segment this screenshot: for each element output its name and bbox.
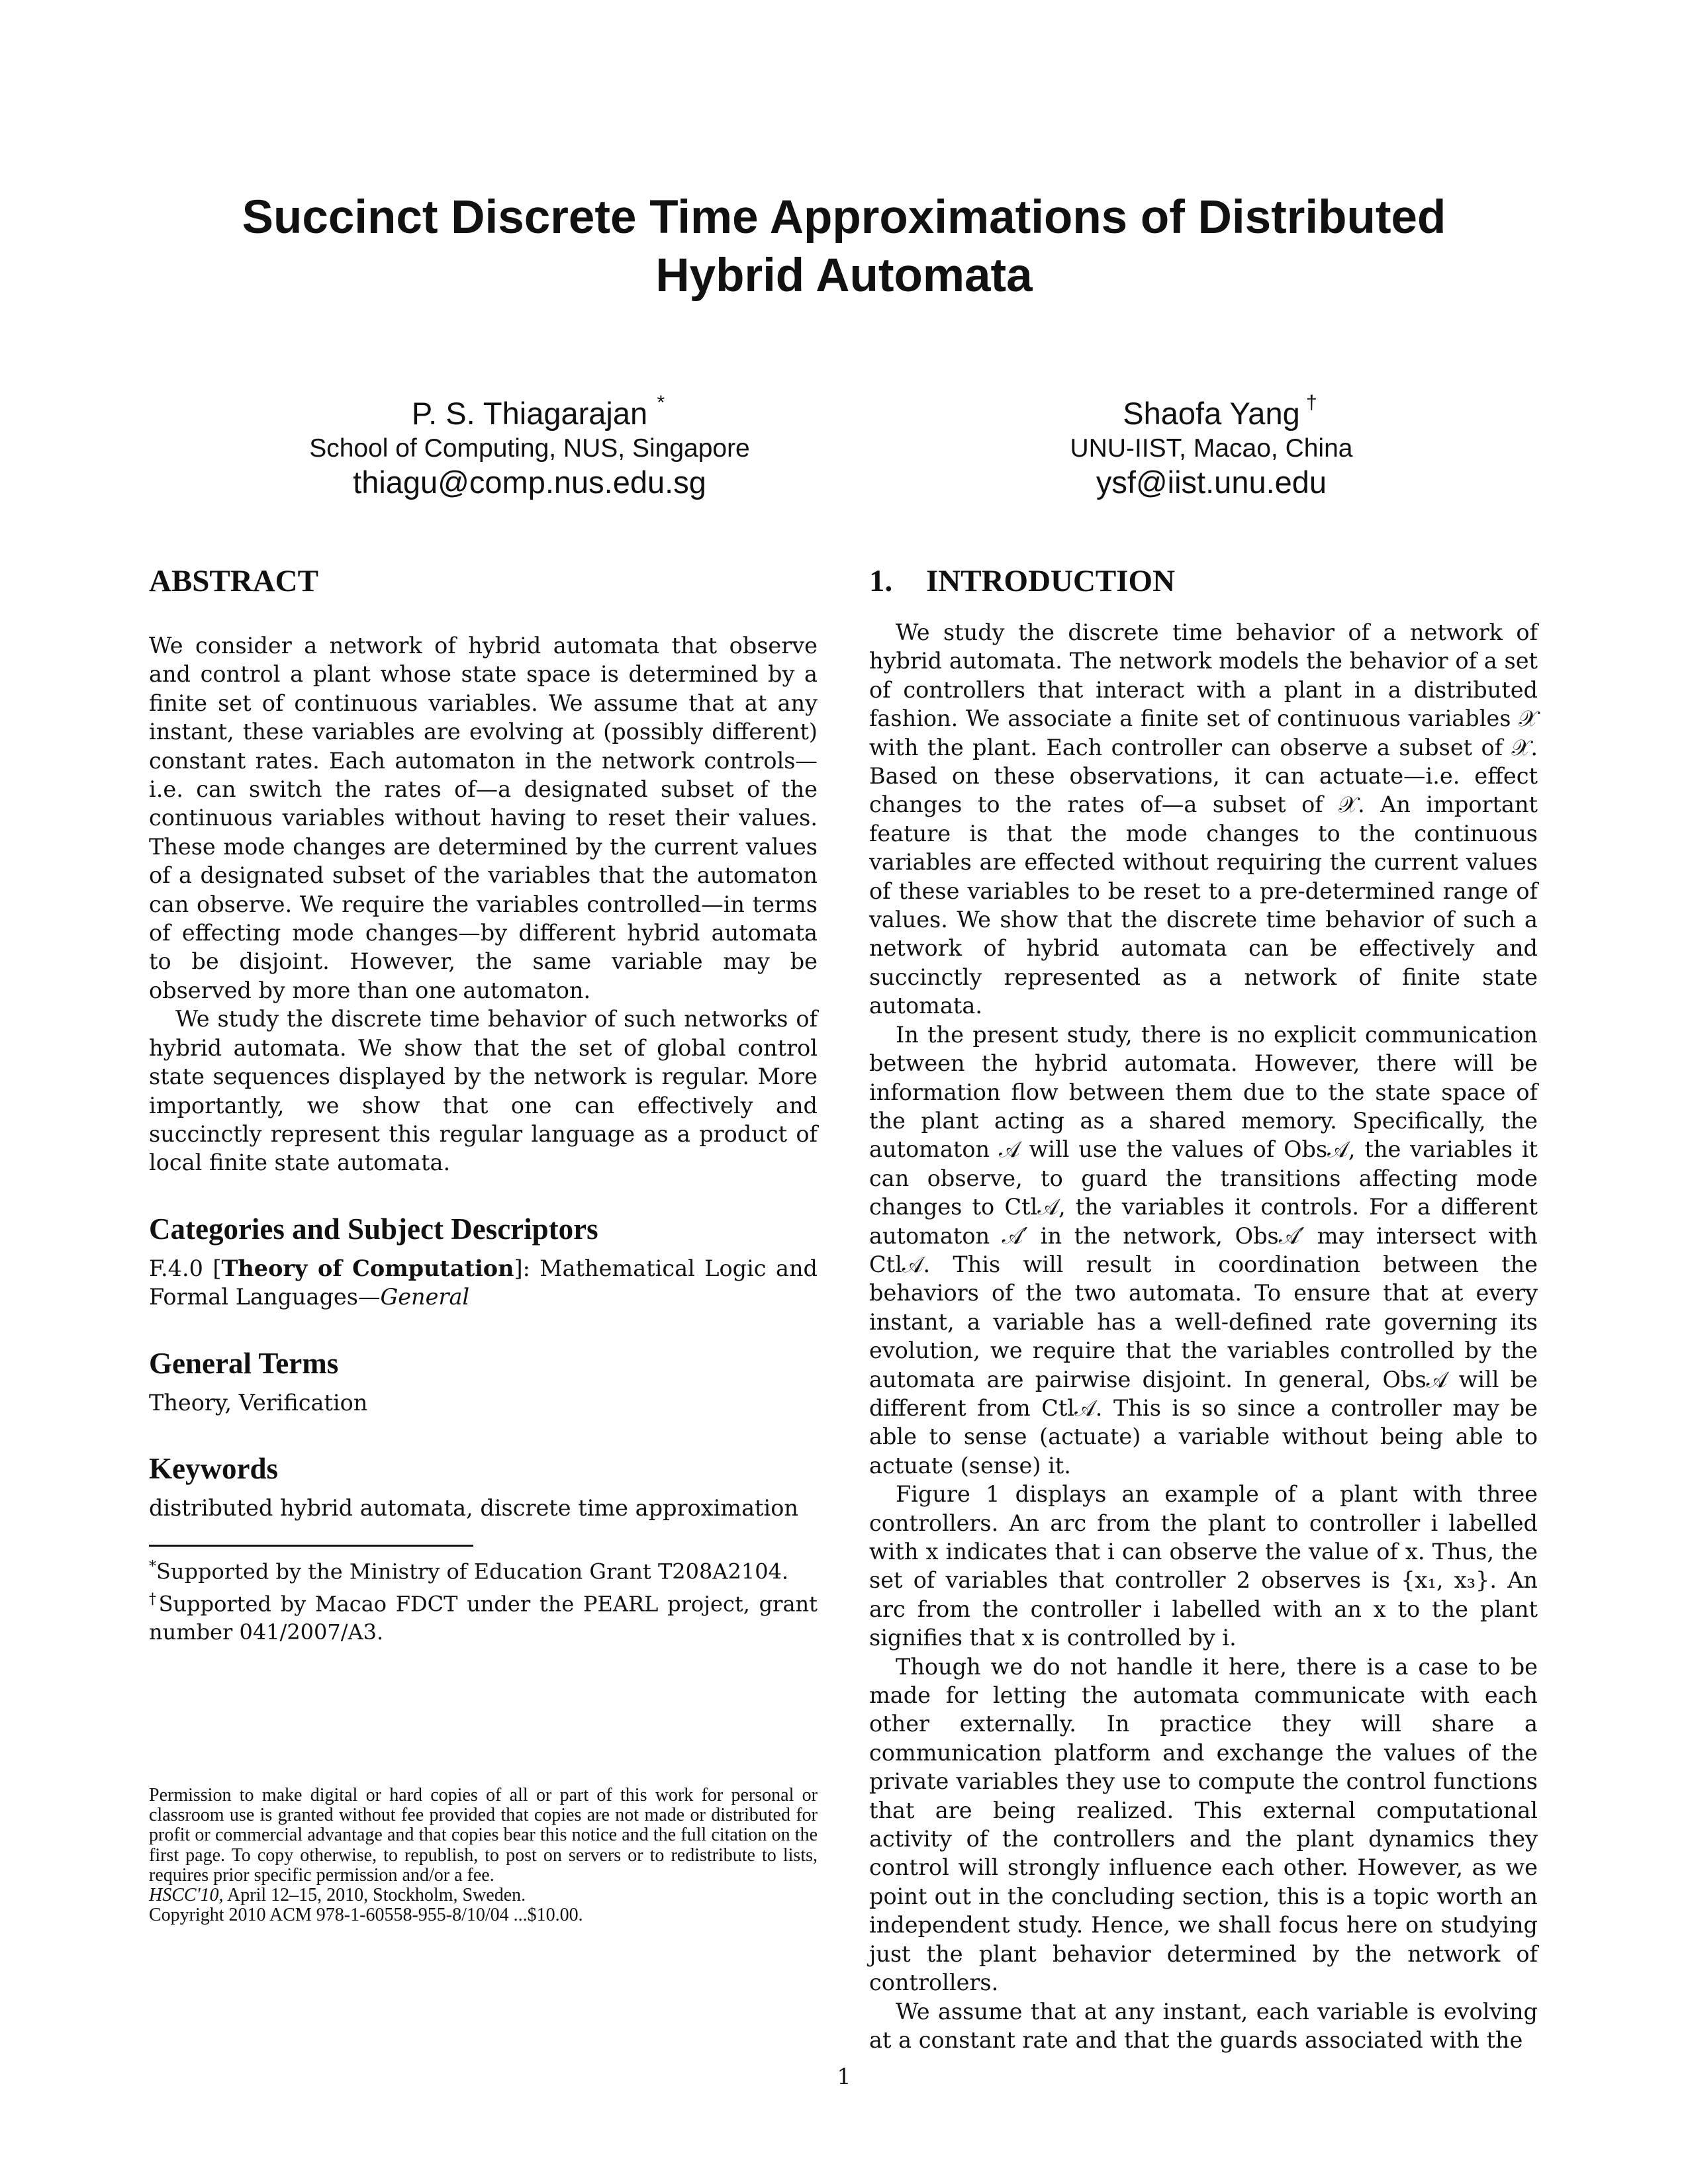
permission-notice (149, 1786, 818, 1925)
footnote-2: †Supported by Macao FDCT under the PEARL project, grant number 041/2007/A3. (149, 1591, 818, 1645)
permission-text: Permission to make digital or hard copies of all or part of this work for personal or classroom use is granted without fee provided that copies are not made or distributed for profit or commercial advantage and that copies bear this notice and the full citation on the first page. To copy otherwise, to republish, to post on servers or to redistribute to lists, requires prior specific permission and/or a fee. (149, 1785, 818, 1886)
intro-paragraph-2: In the present study, there is no explicit communication between the hybrid automata. However, there will be information flow between them due to the state space of the plant acting as a shared memory. Specifically, the automaton 𝒜 will use the values of Obs𝒜, the variables it can observe, to guard the transitions affecting mode changes to Ctl𝒜, the variables it controls. For a different automaton 𝒜′ in the network, Obs𝒜′ may intersect with Ctl𝒜. This will result in coordination between the behaviors of the two automata. To ensure that at every instant, a variable has a well-defined rate governing its evolution, we require that the variables controlled by the automata are pairwise disjoint. In general, Obs𝒜 will be different from Ctl𝒜. This is so since a controller may be able to sense (actuate) a variable without being able to actuate (sense) it. (869, 1021, 1538, 1479)
author-footnote-mark: † (1306, 392, 1317, 414)
title-line-2: Hybrid Automata (655, 250, 1033, 302)
categories-heading: Categories and Subject Descriptors (149, 1212, 598, 1246)
paper-title (149, 189, 1539, 305)
author-block-1 (278, 394, 781, 501)
conference-venue: HSCC'10, April 12–15, 2010, Stockholm, Sweden. (149, 1885, 526, 1906)
categories-text: F.4.0 [Theory of Computation]: Mathematical Logic and Formal Languages—General (149, 1255, 818, 1310)
introduction-heading: 1. INTRODUCTION (869, 564, 1176, 598)
title-line-1: Succinct Discrete Time Approximations of Distributed (242, 191, 1446, 244)
author-affiliation: UNU-IIST, Macao, China (1070, 434, 1353, 463)
abstract-paragraph-2: We study the discrete time behavior of such networks of hybrid automata. We show that the set of global control state sequences displayed by the network is regular. More importantly, we show that one can effectively and succinctly represent this regular language as a product of local finite state automata. (149, 1006, 818, 1176)
general-terms-heading: General Terms (149, 1346, 339, 1380)
author-block-2 (973, 394, 1450, 501)
intro-paragraph-3: Figure 1 displays an example of a plant with three controllers. An arc from the plant to controller i labelled with x indicates that i can observe the value of x. Thus, the set of variables that controller 2 observes is {x₁, x₃}. An arc from the controller i labelled with an x to the plant signifies that x is controlled by i. (869, 1481, 1538, 1651)
footnote-1: *Supported by the Ministry of Education Grant T208A2104. (149, 1559, 789, 1584)
page-number: 1 (837, 2064, 851, 2089)
copyright-line: Copyright 2010 ACM 978-1-60558-955-8/10/04 ...$10.00. (149, 1905, 583, 1926)
abstract-paragraph-1: We consider a network of hybrid automata that observe and control a plant whose state space is determined by a finite set of continuous variables. We assume that at any instant, these variables are evolving at (possibly different) constant rates. Each automaton in the network controls—i.e. can switch the rates of—a designated subset of the continuous variables without having to reset their values. These mode changes are determined by the current values of a designated subset of the variables that the automaton can observe. We require the variables controlled—in terms of effecting mode changes—by different hybrid automata to be disjoint. However, the same variable may be observed by more than one automaton. (149, 633, 818, 1003)
general-terms-text: Theory, Verification (149, 1389, 368, 1416)
author-affiliation: School of Computing, NUS, Singapore (309, 434, 750, 463)
intro-paragraph-1: We study the discrete time behavior of a network of hybrid automata. The network models the behavior of a set of controllers that interact with a plant in a distributed fashion. We associate a finite set of continuous variables 𝒳 with the plant. Each controller can observe a subset of 𝒳. Based on these observations, it can actuate—i.e. effect changes to the rates of—a subset of 𝒳. An important feature is that the mode changes to the continuous variables are effected without requiring the current values of these variables to be reset to a pre-determined range of values. We show that the discrete time behavior of such a network of hybrid automata can be effectively and succinctly represented as a network of finite state automata. (869, 619, 1538, 1019)
right-column (869, 563, 1538, 2054)
intro-paragraph-4: Though we do not handle it here, there is a case to be made for letting the automata communicate with each other externally. In practice they will share a communication platform and exchange the values of the private variables they use to compute the control functions that are being realized. This external computational activity of the controllers and the plant dynamics they control will strongly influence each other. However, as we point out in the concluding section, this is a topic worth an independent study. Hence, we shall focus here on studying just the plant behavior determined by the network of controllers. (869, 1653, 1538, 1996)
keywords-text: distributed hybrid automata, discrete time approximation (149, 1494, 798, 1521)
abstract-heading: ABSTRACT (149, 564, 318, 598)
author-email: thiagu@comp.nus.edu.sg (353, 465, 706, 500)
author-footnote-mark: * (657, 392, 665, 414)
author-email: ysf@iist.unu.edu (1096, 465, 1327, 500)
intro-paragraph-5: We assume that at any instant, each variable is evolving at a constant rate and that the guards associated with the (869, 1998, 1538, 2053)
footnote-rule (149, 1545, 473, 1547)
left-column (149, 563, 818, 1646)
author-name: Shaofa Yang † (1123, 394, 1299, 433)
keywords-heading: Keywords (149, 1451, 278, 1485)
author-name: P. S. Thiagarajan * (412, 394, 647, 433)
